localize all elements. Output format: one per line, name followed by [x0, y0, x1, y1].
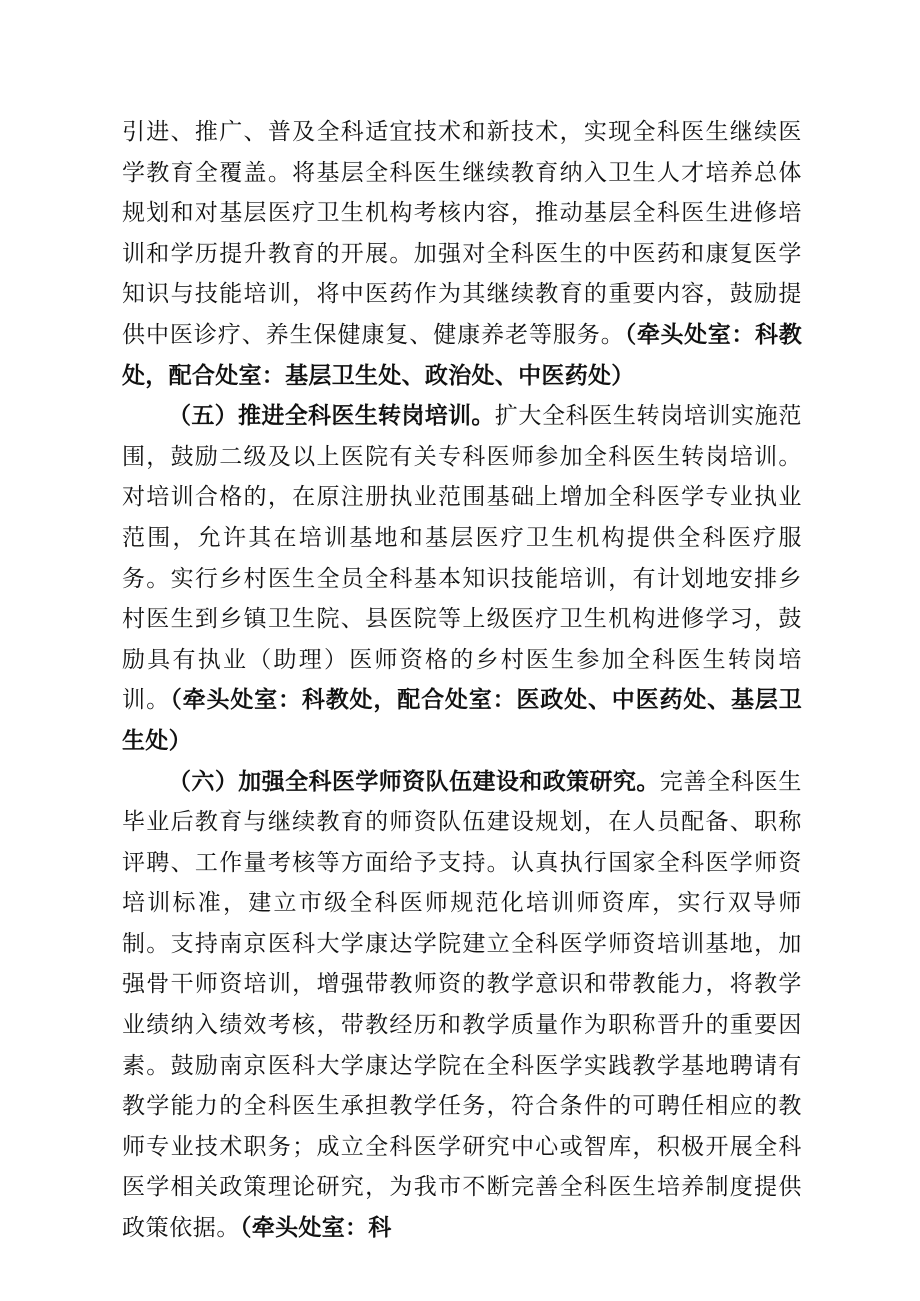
paragraph-continuation	[122, 112, 802, 396]
paragraph-section-5	[122, 396, 802, 761]
document-page	[122, 112, 802, 1249]
section-heading: （六）加强全科医学师资队伍建设和政策研究。	[168, 768, 660, 795]
paragraph-body: 引进、推广、普及全科适宜技术和新技术，实现全科医生继续医学教育全覆盖。将基层全科医生继续教育纳入卫生人才培养总体规划和对基层医疗卫生机构考核内容，推动基层全科医生进修培训和学历提升教育的开展。加强对全科医生的中医药和康复医学知识与技能培训，将中医药作为其继续教育的重要内容，鼓励提供中医诊疗、养生保健康复、健康养老等服务。	[122, 119, 802, 348]
paragraph-body: 扩大全科医生转岗培训实施范围，鼓励二级及以上医院有关专科医师参加全科医生转岗培训。对培训合格的，在原注册执业范围基础上增加全科医学专业执业范围，允许其在培训基地和基层医疗卫生机构提供全科医疗服务。实行乡村医生全员全科基本知识技能培训，有计划地安排乡村医生到乡镇卫生院、县医院等上级医疗卫生机构进修学习，鼓励具有执业（助理）医师资格的乡村医生参加全科医生转岗培训。	[122, 403, 802, 714]
responsibility-note: （牵头处室：科教处，配合处室：医政处、中医药处、基层卫生处）	[122, 687, 802, 754]
paragraph-body: 完善全科医生毕业后教育与继续教育的师资队伍建设规划，在人员配备、职称评聘、工作量考核等方面给予支持。认真执行国家全科医学师资培训标准，建立市级全科医师规范化培训师资库，实行双导师制。支持南京医科大学康达学院建立全科医学师资培训基地，加强骨干师资培训，增强带教师资的教学意识和带教能力，将教学业绩纳入绩效考核，带教经历和教学质量作为职称晋升的重要因素。鼓励南京医科大学康达学院在全科医学实践教学基地聘请有教学能力的全科医生承担教学任务，符合条件的可聘任相应的教师专业技术职务；成立全科医学研究中心或智库，积极开展全科医学相关政策理论研究，为我市不断完善全科医生培养制度提供政策依据。	[122, 768, 802, 1242]
responsibility-note: （牵头处室：科教处，配合处室：基层卫生处、政治处、中医药处）	[122, 321, 802, 389]
section-heading: （五）推进全科医生转岗培训。	[168, 403, 495, 430]
responsibility-note: （牵头处室：科	[240, 1215, 392, 1242]
paragraph-section-6	[122, 762, 802, 1249]
